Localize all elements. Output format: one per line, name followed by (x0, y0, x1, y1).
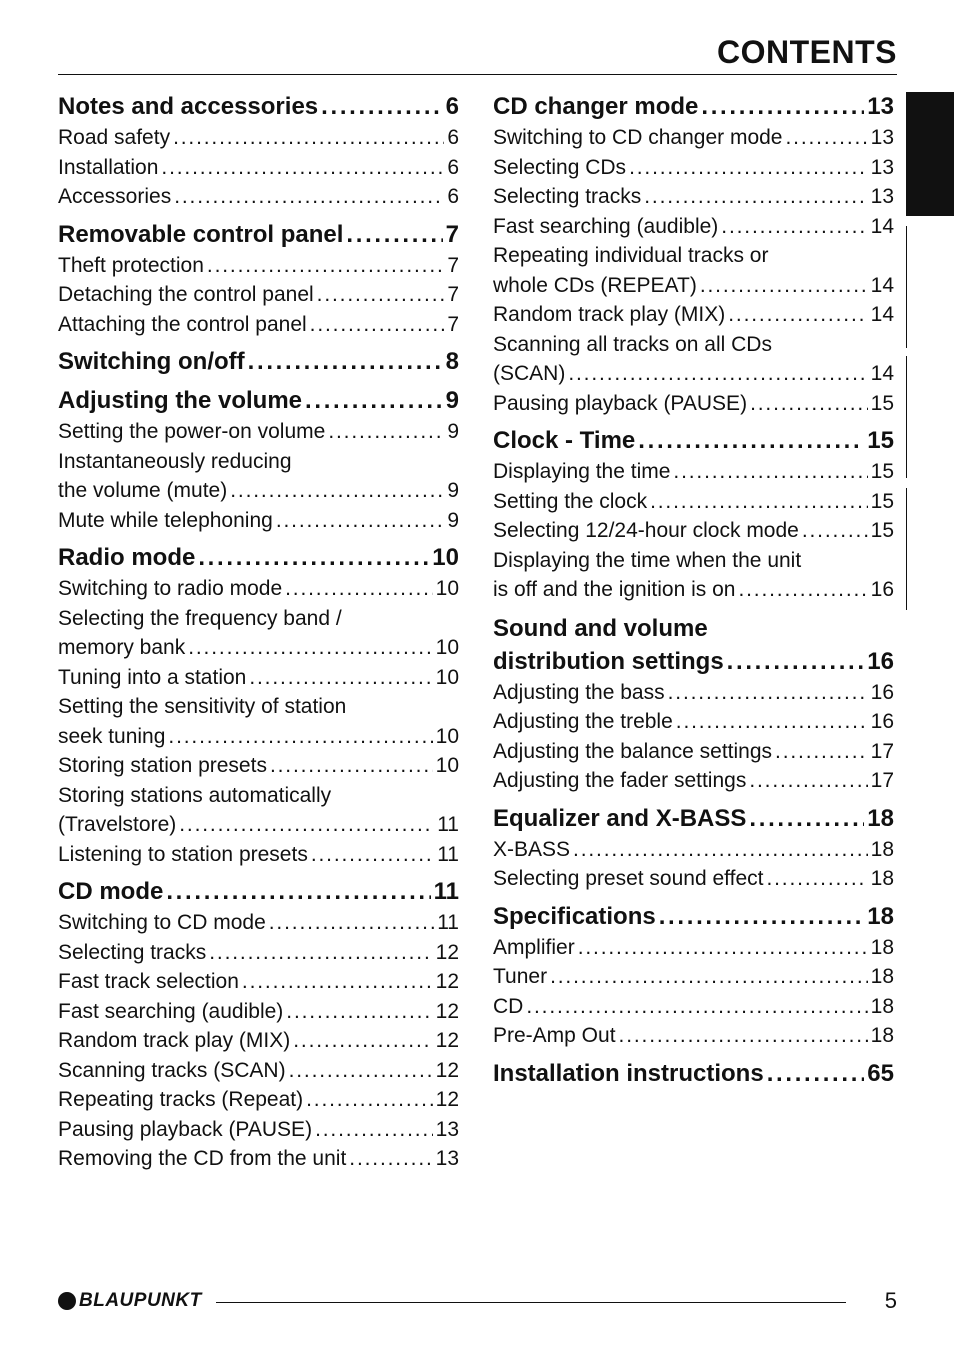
toc-entry (58, 251, 459, 281)
toc-entry (58, 1056, 459, 1086)
toc-entry-page-number: 13 (870, 185, 894, 208)
toc-entry-page-number: 18 (870, 935, 894, 959)
toc-entry (58, 574, 459, 604)
dot-leader (168, 722, 432, 752)
toc-entry-page-number: 7 (447, 253, 459, 277)
dot-leader (346, 218, 442, 251)
toc-entry (493, 835, 894, 865)
dot-leader (750, 389, 868, 419)
toc-entry-line2 (58, 722, 459, 752)
language-tab-marker (906, 92, 954, 216)
dot-leader (198, 541, 429, 574)
toc-entry-label: Installation (58, 155, 159, 179)
toc-section-heading-label: Removable control panel (58, 220, 344, 248)
toc-entry-page-number: 7 (447, 312, 459, 336)
toc-section-heading-label: Equalizer and X-BASS (493, 804, 747, 832)
dot-leader (242, 967, 433, 997)
dot-leader (269, 908, 434, 938)
toc-entry-page-number: 16 (870, 710, 894, 733)
toc-section-heading-page-number: 9 (445, 387, 459, 414)
toc-entry-label: Fast track selection (58, 970, 239, 993)
toc-section-heading-label: Adjusting the volume (58, 387, 303, 414)
toc-entry-label-line1: Repeating individual tracks or (493, 244, 769, 267)
page-number: 5 (884, 1288, 897, 1313)
toc-entry-label: memory bank (58, 636, 186, 659)
dot-leader (306, 1085, 433, 1115)
dot-leader (248, 345, 443, 378)
toc-section-heading-label: CD mode (58, 878, 164, 905)
toc-entry (493, 678, 894, 708)
toc-entry-page-number: 12 (435, 970, 459, 993)
toc-section-heading (58, 343, 459, 378)
toc-entry (58, 663, 459, 693)
toc-entry-label: Adjusting the balance settings (493, 739, 773, 763)
toc-section-heading-label: Clock - Time (493, 427, 636, 454)
toc-entry-page-number: 14 (870, 273, 894, 297)
toc-entry-label: Setting the clock (493, 489, 648, 513)
toc-entry-page-number: 15 (870, 489, 894, 513)
toc-section-heading-page-number: 8 (445, 348, 459, 375)
toc-section-heading-label: Notes and accessories (58, 93, 319, 120)
toc-entry-label: X-BASS (493, 837, 571, 861)
toc-entry-page-number: 9 (447, 420, 459, 443)
toc-entry-page-number: 10 (435, 665, 459, 689)
toc-entry-label: Listening to station presets (58, 842, 308, 866)
toc-entry (58, 840, 459, 870)
dot-leader (701, 90, 864, 123)
toc-entry (493, 707, 894, 737)
toc-entry-page-number: 18 (870, 1024, 894, 1047)
toc-entry-label: Fast searching (audible) (58, 999, 284, 1023)
toc-entry-label: seek tuning (58, 724, 166, 748)
dot-leader (573, 835, 868, 865)
toc-entry-label: Switching to radio mode (58, 577, 283, 600)
page-title: CONTENTS (717, 34, 897, 70)
toc-entry-page-number: 6 (447, 126, 459, 149)
toc-section-heading (58, 539, 459, 574)
toc-entry (58, 997, 459, 1027)
toc-entry (493, 241, 894, 300)
toc-entry-page-number: 18 (870, 837, 894, 861)
dot-leader (644, 182, 867, 212)
toc-entry-page-number: 18 (870, 867, 894, 890)
logo-dot-icon (58, 1292, 76, 1310)
dot-leader (328, 417, 444, 447)
toc-entry-page-number: 14 (870, 214, 894, 238)
dot-leader (550, 962, 868, 992)
toc-entry-page-number: 9 (447, 479, 459, 502)
toc-entry-label: Adjusting the fader settings (493, 769, 747, 792)
toc-entry-page-number: 11 (437, 842, 459, 866)
toc-entry (493, 933, 894, 963)
toc-entry-page-number: 18 (870, 965, 894, 988)
toc-entry-page-number: 12 (435, 1088, 459, 1111)
toc-entry-page-number: 17 (870, 739, 894, 763)
dot-leader (161, 153, 444, 183)
toc-entry (58, 604, 459, 663)
toc-entry-page-number: 13 (435, 1117, 459, 1141)
toc-section (493, 88, 894, 418)
side-margin-line (906, 488, 907, 610)
toc-section (58, 873, 459, 1174)
toc-entry-label: Adjusting the treble (493, 710, 673, 733)
toc-section (493, 800, 894, 894)
brand-logo (58, 1290, 202, 1312)
dot-leader (179, 810, 434, 840)
side-margin-line (906, 356, 907, 478)
toc-column-right (493, 88, 894, 1094)
toc-entry-label: Pre-Amp Out (493, 1024, 616, 1047)
toc-entry (493, 389, 894, 419)
toc-entry (493, 330, 894, 389)
dot-leader (700, 271, 868, 301)
toc-entry (493, 487, 894, 517)
dot-leader (174, 182, 444, 212)
toc-section-heading-page-number: 18 (867, 902, 894, 930)
toc-entry-line2 (58, 810, 459, 840)
toc-entry-label: Tuner (493, 965, 548, 988)
toc-entry-page-number: 6 (447, 155, 459, 179)
dot-leader (270, 751, 433, 781)
toc-entry (58, 280, 459, 310)
toc-entry-label: Scanning tracks (SCAN) (58, 1058, 286, 1082)
dot-leader (766, 864, 867, 894)
toc-section-heading (58, 88, 459, 123)
toc-entry (58, 1085, 459, 1115)
toc-entry-label: Switching to CD changer mode (493, 126, 783, 149)
toc-entry-label: Amplifier (493, 935, 575, 959)
toc-section-heading (493, 422, 894, 457)
toc-entry (493, 182, 894, 212)
toc-entry-label: Selecting preset sound effect (493, 867, 764, 890)
dot-leader (173, 123, 444, 153)
toc-entry (58, 417, 459, 447)
toc-entry-label-line1: Selecting the frequency band / (58, 606, 342, 630)
toc-entry (493, 123, 894, 153)
toc-entry-label: Selecting tracks (58, 940, 207, 964)
toc-entry (493, 962, 894, 992)
toc-entry-label: is off and the ignition is on (493, 578, 736, 601)
toc-entry-page-number: 17 (870, 769, 894, 792)
toc-entry-page-number: 13 (435, 1147, 459, 1170)
toc-entry-label: Selecting 12/24-hour clock mode (493, 519, 799, 542)
dot-leader (349, 1144, 432, 1174)
toc-entry-page-number: 12 (435, 999, 459, 1023)
toc-section (58, 88, 459, 212)
toc-section-heading-label: CD changer mode (493, 93, 699, 120)
header-rule (58, 74, 897, 75)
toc-entry (58, 938, 459, 968)
toc-entry-label: Pausing playback (PAUSE) (58, 1117, 313, 1141)
toc-entry-label: Mute while telephoning (58, 508, 273, 532)
toc-entry-page-number: 7 (447, 283, 459, 306)
dot-leader (230, 476, 444, 506)
toc-entry (58, 1026, 459, 1056)
toc-entry-page-number: 14 (870, 362, 894, 385)
toc-entry-label: Displaying the time (493, 460, 671, 483)
toc-entry (58, 1115, 459, 1145)
toc-entry (58, 182, 459, 212)
toc-section-heading-label: Specifications (493, 902, 656, 930)
toc-entry-page-number: 16 (870, 578, 894, 601)
dot-leader (286, 997, 432, 1027)
toc-entry-line2 (493, 359, 894, 389)
toc-entry (58, 310, 459, 340)
toc-section-heading (58, 873, 459, 908)
toc-section (58, 539, 459, 869)
toc-entry-page-number: 11 (437, 813, 459, 836)
toc-entry-label: Tuning into a station (58, 665, 247, 689)
dot-leader (526, 992, 867, 1022)
toc-entry-line2 (58, 476, 459, 506)
dot-leader (249, 663, 432, 693)
toc-entry (493, 546, 894, 605)
toc-entry (493, 300, 894, 330)
toc-section-heading-label-line1: Sound and volume (493, 614, 708, 642)
toc-entry (58, 506, 459, 536)
toc-section-heading-page-number: 7 (445, 220, 459, 248)
toc-entry-label: Selecting CDs (493, 155, 627, 179)
dot-leader (578, 933, 868, 963)
toc-entry-label-line1: Storing stations automatically (58, 783, 332, 807)
footer-rule (216, 1302, 846, 1303)
toc-entry-label-line1: Scanning all tracks on all CDs (493, 332, 772, 356)
toc-entry-label: (SCAN) (493, 362, 566, 385)
dot-leader (629, 153, 868, 183)
toc-section (493, 1055, 894, 1090)
side-margin-line (906, 226, 907, 348)
toc-section-heading-label: distribution settings (493, 647, 724, 675)
toc-section-heading (493, 898, 894, 933)
dot-leader (209, 938, 432, 968)
toc-entry-page-number: 13 (870, 126, 894, 149)
dot-leader (305, 384, 443, 417)
dot-leader (650, 487, 868, 517)
toc-entry-page-number: 12 (435, 1058, 459, 1082)
dot-leader (785, 123, 867, 153)
toc-entry-label-line1: Instantaneously reducing (58, 449, 292, 473)
toc-entry (493, 516, 894, 546)
toc-entry (58, 781, 459, 840)
toc-entry-page-number: 15 (870, 519, 894, 542)
toc-section (493, 898, 894, 1051)
toc-entry-label: Road safety (58, 126, 171, 149)
toc-entry-page-number: 11 (437, 911, 459, 934)
toc-entry-label: Storing station presets (58, 754, 267, 777)
toc-entry (493, 864, 894, 894)
toc-entry-line2 (58, 633, 459, 663)
dot-leader (659, 900, 865, 933)
toc-entry (58, 153, 459, 183)
dot-leader (775, 737, 868, 767)
toc-entry-label: Random track play (MIX) (58, 1029, 291, 1052)
toc-entry (58, 1144, 459, 1174)
toc-column-left (58, 88, 459, 1178)
toc-section-heading (493, 1055, 894, 1090)
brand-name: BLAUPUNKT (79, 1290, 202, 1311)
dot-leader (728, 300, 867, 330)
dot-leader (727, 645, 865, 678)
toc-entry-label: Setting the power-on volume (58, 420, 326, 443)
toc-entry-page-number: 13 (870, 155, 894, 179)
toc-entry-label: the volume (mute) (58, 479, 228, 502)
dot-leader (619, 1021, 868, 1051)
dot-leader (676, 707, 868, 737)
dot-leader (673, 457, 867, 487)
toc-entry (493, 992, 894, 1022)
toc-section (493, 609, 894, 796)
dot-leader (668, 678, 868, 708)
dot-leader (317, 280, 445, 310)
toc-entry-label: Fast searching (audible) (493, 214, 719, 238)
toc-entry-label: (Travelstore) (58, 813, 177, 836)
toc-section-heading (58, 382, 459, 417)
toc-entry (493, 153, 894, 183)
toc-entry-label: Attaching the control panel (58, 312, 307, 336)
toc-entry (493, 766, 894, 796)
dot-leader (802, 516, 868, 546)
dot-leader (310, 310, 445, 340)
toc-entry-page-number: 10 (435, 724, 459, 748)
toc-section-heading-label: Installation instructions (493, 1059, 764, 1087)
toc-entry-label: Removing the CD from the unit (58, 1147, 347, 1170)
toc-section (58, 343, 459, 378)
dot-leader (638, 424, 864, 457)
toc-section-heading-page-number: 11 (433, 878, 459, 905)
toc-entry (58, 908, 459, 938)
toc-entry (493, 457, 894, 487)
dot-leader (311, 840, 434, 870)
dot-leader (293, 1026, 432, 1056)
dot-leader (738, 575, 867, 605)
toc-entry (58, 967, 459, 997)
dot-leader (749, 766, 867, 796)
toc-entry-page-number: 10 (435, 636, 459, 659)
dot-leader (321, 90, 443, 123)
toc-section-heading-page-number: 6 (445, 93, 459, 120)
dot-leader (289, 1056, 433, 1086)
toc-section-heading-page-number: 13 (867, 93, 894, 120)
dot-leader (285, 574, 433, 604)
toc-entry-label: Detaching the control panel (58, 283, 314, 306)
toc-section-heading (493, 88, 894, 123)
toc-section-heading-label: Radio mode (58, 544, 196, 571)
toc-entry (58, 692, 459, 751)
toc-section (58, 382, 459, 535)
toc-entry (58, 447, 459, 506)
toc-entry-label: Accessories (58, 185, 172, 208)
toc-entry-label: Pausing playback (PAUSE) (493, 391, 748, 415)
toc-section-heading-page-number: 18 (867, 804, 894, 832)
toc-entry-label: Switching to CD mode (58, 911, 266, 934)
toc-entry-page-number: 15 (870, 460, 894, 483)
toc-entry-label: Adjusting the bass (493, 680, 665, 704)
toc-entry-page-number: 18 (870, 994, 894, 1018)
dot-leader (721, 212, 867, 242)
toc-section-heading (493, 800, 894, 835)
dot-leader (207, 251, 444, 281)
toc-entry-label: whole CDs (REPEAT) (493, 273, 697, 297)
toc-section-heading-page-number: 10 (432, 544, 459, 571)
toc-section-heading-page-number: 65 (867, 1059, 894, 1087)
toc-entry (58, 751, 459, 781)
dot-leader (568, 359, 867, 389)
toc-entry (493, 1021, 894, 1051)
toc-entry-label: CD (493, 994, 524, 1018)
toc-entry-page-number: 9 (447, 508, 459, 532)
toc-section (493, 422, 894, 605)
toc-entry-page-number: 10 (435, 754, 459, 777)
toc-section-heading-page-number: 16 (867, 647, 894, 675)
toc-entry-label: Random track play (MIX) (493, 303, 726, 326)
dot-leader (749, 802, 864, 835)
toc-entry-page-number: 15 (870, 391, 894, 415)
dot-leader (767, 1057, 865, 1090)
dot-leader (315, 1115, 433, 1145)
toc-entry-label-line1: Setting the sensitivity of station (58, 695, 347, 718)
toc-entry-label: Repeating tracks (Repeat) (58, 1088, 304, 1111)
toc-entry-page-number: 16 (870, 680, 894, 704)
dot-leader (166, 875, 430, 908)
toc-section-heading-page-number: 15 (867, 427, 894, 454)
toc-entry (58, 123, 459, 153)
toc-section-heading-line2 (493, 645, 894, 678)
dot-leader (276, 506, 445, 536)
toc-section-heading-label: Switching on/off (58, 348, 245, 375)
toc-entry-label-line1: Displaying the time when the unit (493, 548, 802, 572)
toc-section (58, 216, 459, 340)
toc-entry-line2 (493, 271, 894, 301)
toc-entry-page-number: 12 (435, 1029, 459, 1052)
toc-entry-label: Theft protection (58, 253, 204, 277)
toc-entry-label: Selecting tracks (493, 185, 642, 208)
toc-entry-page-number: 14 (870, 303, 894, 326)
toc-entry-page-number: 10 (435, 577, 459, 600)
toc-entry-page-number: 12 (435, 940, 459, 964)
dot-leader (188, 633, 432, 663)
toc-entry-line2 (493, 575, 894, 605)
toc-entry (493, 737, 894, 767)
toc-entry (493, 212, 894, 242)
toc-section-heading (493, 609, 894, 678)
toc-entry-page-number: 6 (447, 185, 459, 208)
toc-section-heading (58, 216, 459, 251)
